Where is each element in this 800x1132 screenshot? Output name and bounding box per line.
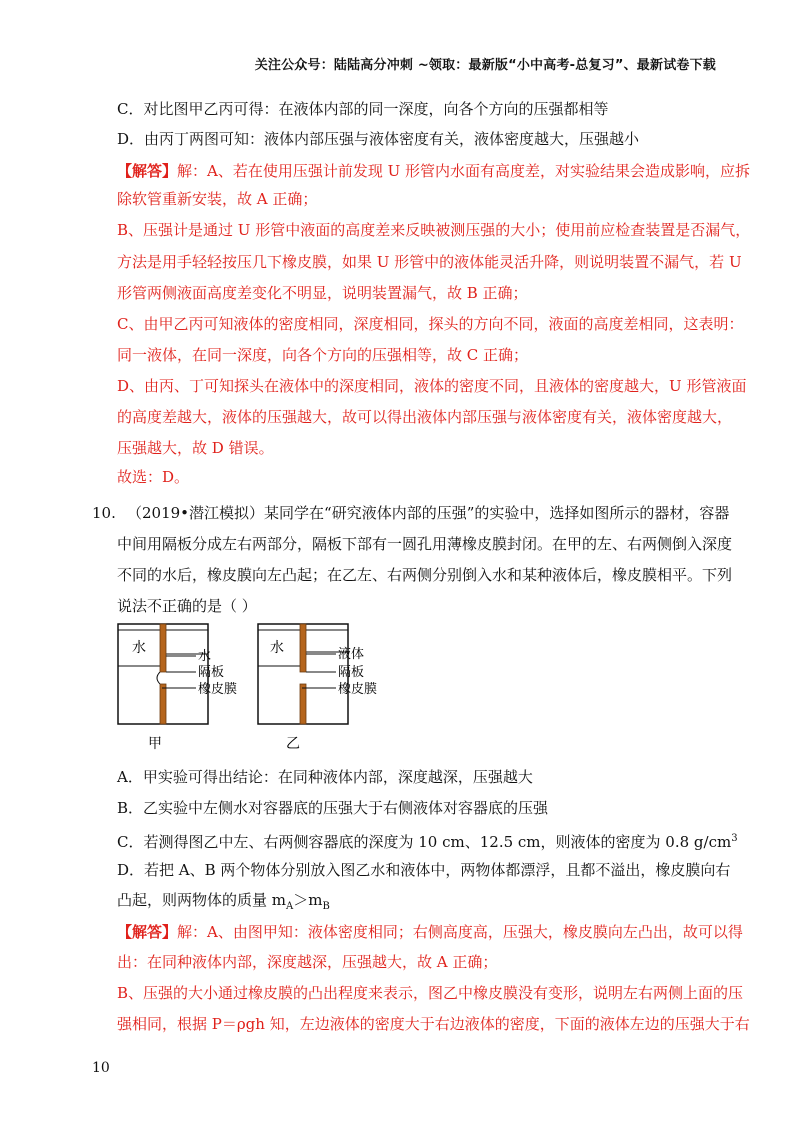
jia-side-label: 水 <box>198 649 212 664</box>
answer10-line-0: 【解答】解：A、由图甲知：液体密度相同；右侧高度高，压强大，橡皮膜向左凸出，故可以得 <box>117 923 743 941</box>
answer9-line-2: B、压强计是通过 U 形管中液面的高度差来反映被测压强的大小；使用前应检查装置是否漏气， <box>117 221 751 239</box>
answer9-line-1: 除软管重新安装，故 A 正确； <box>117 190 318 208</box>
answer10-line-1: 出：在同种液体内部，深度越深，压强越大，故 A 正确； <box>117 953 498 971</box>
container-diagram <box>110 616 410 756</box>
answer9-line-4: 形管两侧液面高度差变化不明显，说明装置漏气，故 B 正确； <box>117 284 528 302</box>
yi-partition-label: 隔板 <box>338 665 365 680</box>
answer10-label: 【解答】 <box>117 923 178 941</box>
answer10-line-2: B、压强的大小通过橡皮膜的凸出程度来表示，图乙中橡皮膜没有变形，说明左右两侧上面的压 <box>117 984 744 1002</box>
yi-water-label: 水 <box>270 640 284 656</box>
answer9-line-8: 的高度差越大，液体的压强越大，故可以得出液体内部压强与液体密度有关，液体密度越大， <box>117 408 733 426</box>
page-number: 10 <box>92 1060 110 1076</box>
question10-line-3: 说法不正确的是（ ） <box>117 597 257 615</box>
answer9-choice: 故选：D。 <box>117 468 190 486</box>
yi-side-label: 液体 <box>338 647 365 662</box>
caption-jia: 甲 <box>148 736 162 752</box>
option-b: B．乙实验中左侧水对容器底的压强大于右侧液体对容器底的压强 <box>117 799 549 817</box>
answer9-line-5: C、由甲乙丙可知液体的密度相同，深度相同，探头的方向不同，液面的高度差相同，这表明： <box>117 315 744 333</box>
jia-water-label: 水 <box>132 640 146 656</box>
jia-membrane-label: 橡皮膜 <box>198 682 238 697</box>
answer9-line-6: 同一液体，在同一深度，向各个方向的压强相等，故 C 正确； <box>117 346 529 364</box>
container-jia <box>118 624 208 724</box>
question10-line-0: （2019•潜江模拟）某同学在“研究液体内部的压强”的实验中，选择如图所示的器材，容器 <box>127 504 730 522</box>
caption-yi: 乙 <box>286 736 300 752</box>
option-c: C．若测得图乙中左、右两侧容器底的深度为 10 cm、12.5 cm，则液体的密度为 0.8 $g/cm^3$ <box>117 833 738 851</box>
container-yi <box>258 624 348 724</box>
answer9-line-3: 方法是用手轻轻按压几下橡皮膜，如果 U 形管中的液体能灵活升降，则说明装置不漏气，若 U <box>117 253 742 271</box>
experiment-figure <box>110 616 410 756</box>
yi-membrane-label: 橡皮膜 <box>338 682 378 697</box>
option-d-prev: D．由丙丁两图可知：液体内部压强与液体密度有关，液体密度越大，压强越小 <box>117 130 640 148</box>
answer10-line-3: 强相同，根据 P＝ρgh 知，左边液体的密度大于右边液体的密度，下面的液体左边的压强大于右 <box>117 1015 750 1033</box>
answer9-label: 【解答】 <box>117 162 178 180</box>
answer9-line-9: 压强越大，故 D 错误。 <box>117 439 274 457</box>
option-d-line-1: D．若把 A、B 两个物体分别放入图乙水和液体中，两物体都漂浮，且都不溢出，橡皮膜向右 <box>117 861 731 879</box>
question10-number: 10. <box>92 504 116 522</box>
option-c-prev: C．对比图甲乙丙可得：在液体内部的同一深度，向各个方向的压强都相等 <box>117 100 609 118</box>
option-d-line-2: 凸起，则两物体的质量 $m_A>m_B$ <box>117 891 330 912</box>
superscript-3: 3 <box>731 833 738 844</box>
answer9-line-7: D、由丙、丁可知探头在液体中的深度相同，液体的密度不同，且液体的密度越大，U 形管液面 <box>117 377 747 395</box>
question10-line-1: 中间用隔板分成左右两部分，隔板下部有一圆孔用薄橡皮膜封闭。在甲的左、右两侧倒入深度 <box>117 535 733 553</box>
question10-line-2: 不同的水后，橡皮膜向左凸起；在乙左、右两侧分别倒入水和某种液体后，橡皮膜相平。下列 <box>117 566 733 584</box>
option-a: A．甲实验可得出结论：在同种液体内部，深度越深，压强越大 <box>117 768 533 786</box>
jia-partition-label: 隔板 <box>198 665 225 680</box>
answer9-line-0: 【解答】解：A、若在使用压强计前发现 U 形管内水面有高度差，对实验结果会造成影响，应拆 <box>117 162 751 180</box>
page-header: 关注公众号：陆陆高分冲刺 ~领取：最新版“小中高考-总复习”、最新试卷下载 <box>254 58 716 73</box>
